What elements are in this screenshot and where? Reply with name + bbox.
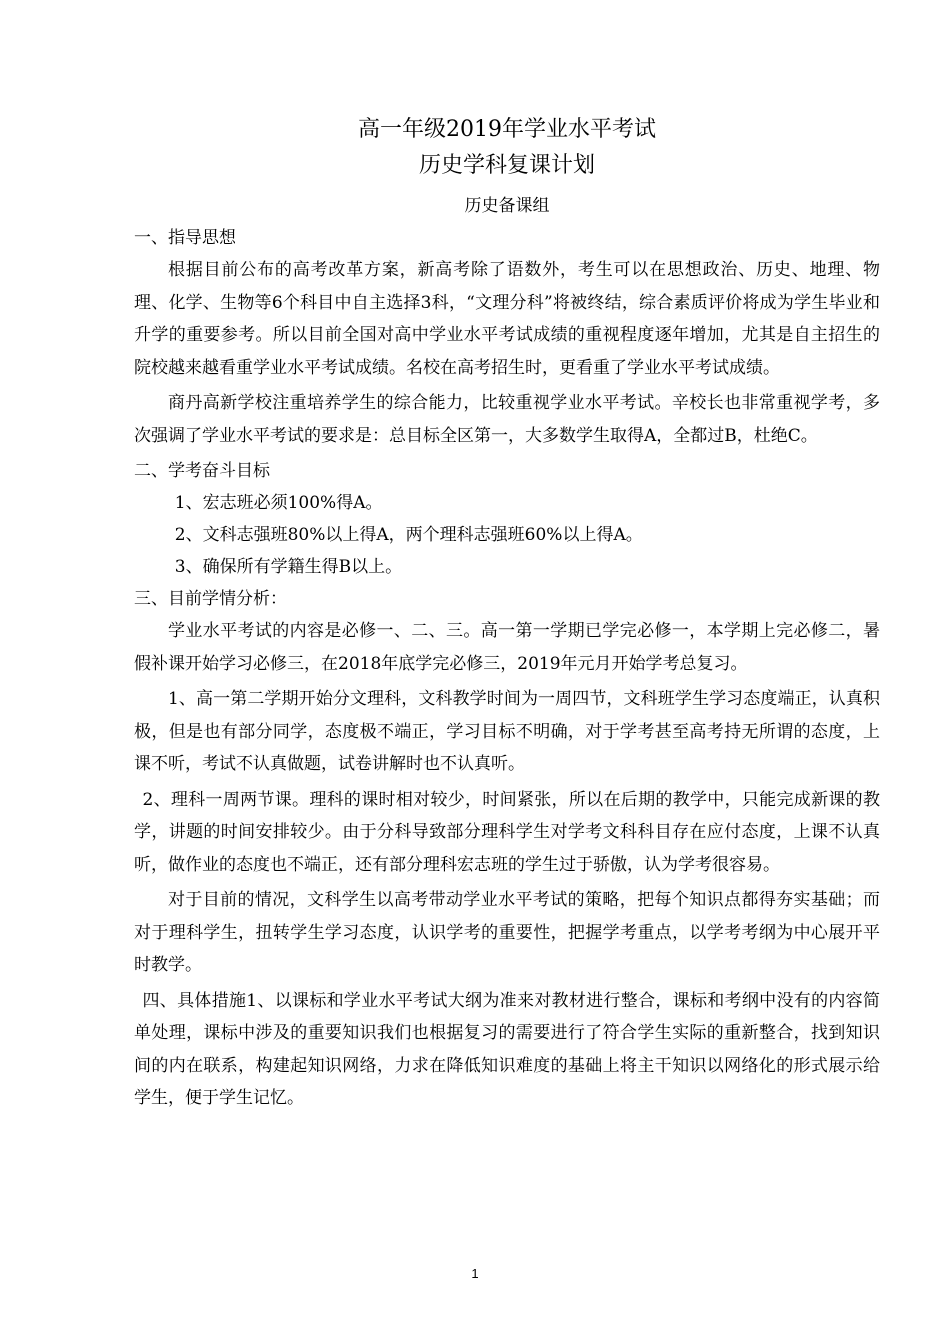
section3-paragraph: 对于目前的情况，文科学生以高考带动学业水平考试的策略，把每个知识点都得夯实基础；而对于理科学生，扭转学生学习态度，认识学考的重要性，把握学考重点，以学考考纲为中心展开平时教学。 [134, 890, 880, 975]
section4-paragraph: 四、具体措施1、以课标和学业水平考试大纲为准来对教材进行整合，课标和考纲中没有的内容简单处理，课标中涉及的重要知识我们也根据复习的需要进行了符合学生实际的重新整合，找到知识间的内在联系，构建起知识网络，力求在降低知识难度的基础上将主干知识以网络化的形式展示给学生，便于学生记忆。 [134, 990, 880, 1108]
section3-heading: 三、目前学情分析： [134, 589, 287, 609]
section2-list-item: 2、文科志强班80%以上得A，两个理科志强班60%以上得A。 [174, 525, 643, 545]
section3-paragraph: 学业水平考试的内容是必修一、二、三。高一第一学期已学完必修一，本学期上完必修二，暑假补课开始学习必修三，在2018年底学完必修三，2019年元月开始学考总复习。 [134, 621, 880, 674]
section1-heading: 一、指导思想 [134, 228, 236, 248]
document-body [134, 112, 880, 1118]
section3-paragraph: 2、理科一周两节课。理科的课时相对较少，时间紧张，所以在后期的教学中，只能完成新课的教学，讲题的时间安排较少。由于分科导致部分理科学生对学考文科科目存在应付态度，上课不认真听，做作业的态度也不端正，还有部分理科宏志班的学生过于骄傲，认为学考很容易。 [134, 789, 880, 875]
section3-paragraph: 1、高一第二学期开始分文理科，文科教学时间为一周四节，文科班学生学习态度端正，认真积极，但是也有部分同学，态度极不端正，学习目标不明确，对于学考甚至高考持无所谓的态度，上课不听，考试不认真做题，试卷讲解时也不认真听。 [134, 689, 880, 774]
section2-list-item: 3、确保所有学籍生得B以上。 [174, 557, 403, 577]
document-title-line2: 历史学科复课计划 [418, 153, 595, 178]
section1-paragraph: 商丹高新学校注重培养学生的综合能力，比较重视学业水平考试。辛校长也非常重视学考，多次强调了学业水平考试的要求是：总目标全区第一，大多数学生取得A，全都过B，杜绝C。 [134, 393, 880, 446]
document-author: 历史备课组 [464, 196, 550, 216]
document-title-line1: 高一年级2019年学业水平考试 [358, 117, 656, 142]
section2-heading: 二、学考奋斗目标 [134, 461, 270, 481]
section1-paragraph: 根据目前公布的高考改革方案，新高考除了语数外，考生可以在思想政治、历史、地理、物理、化学、生物等6个科目中自主选择3科，“文理分科”将被终结，综合素质评价将成为学生毕业和升学的重要参考。所以目前全国对高中学业水平考试成绩的重视程度逐年增加，尤其是自主招生的院校越来越看重学业水平考试成绩。名校在高考招生时，更看重了学业水平考试成绩。 [134, 260, 880, 378]
page-number: 1 [471, 1266, 479, 1281]
section2-list-item: 1、宏志班必须100%得A。 [174, 493, 383, 513]
